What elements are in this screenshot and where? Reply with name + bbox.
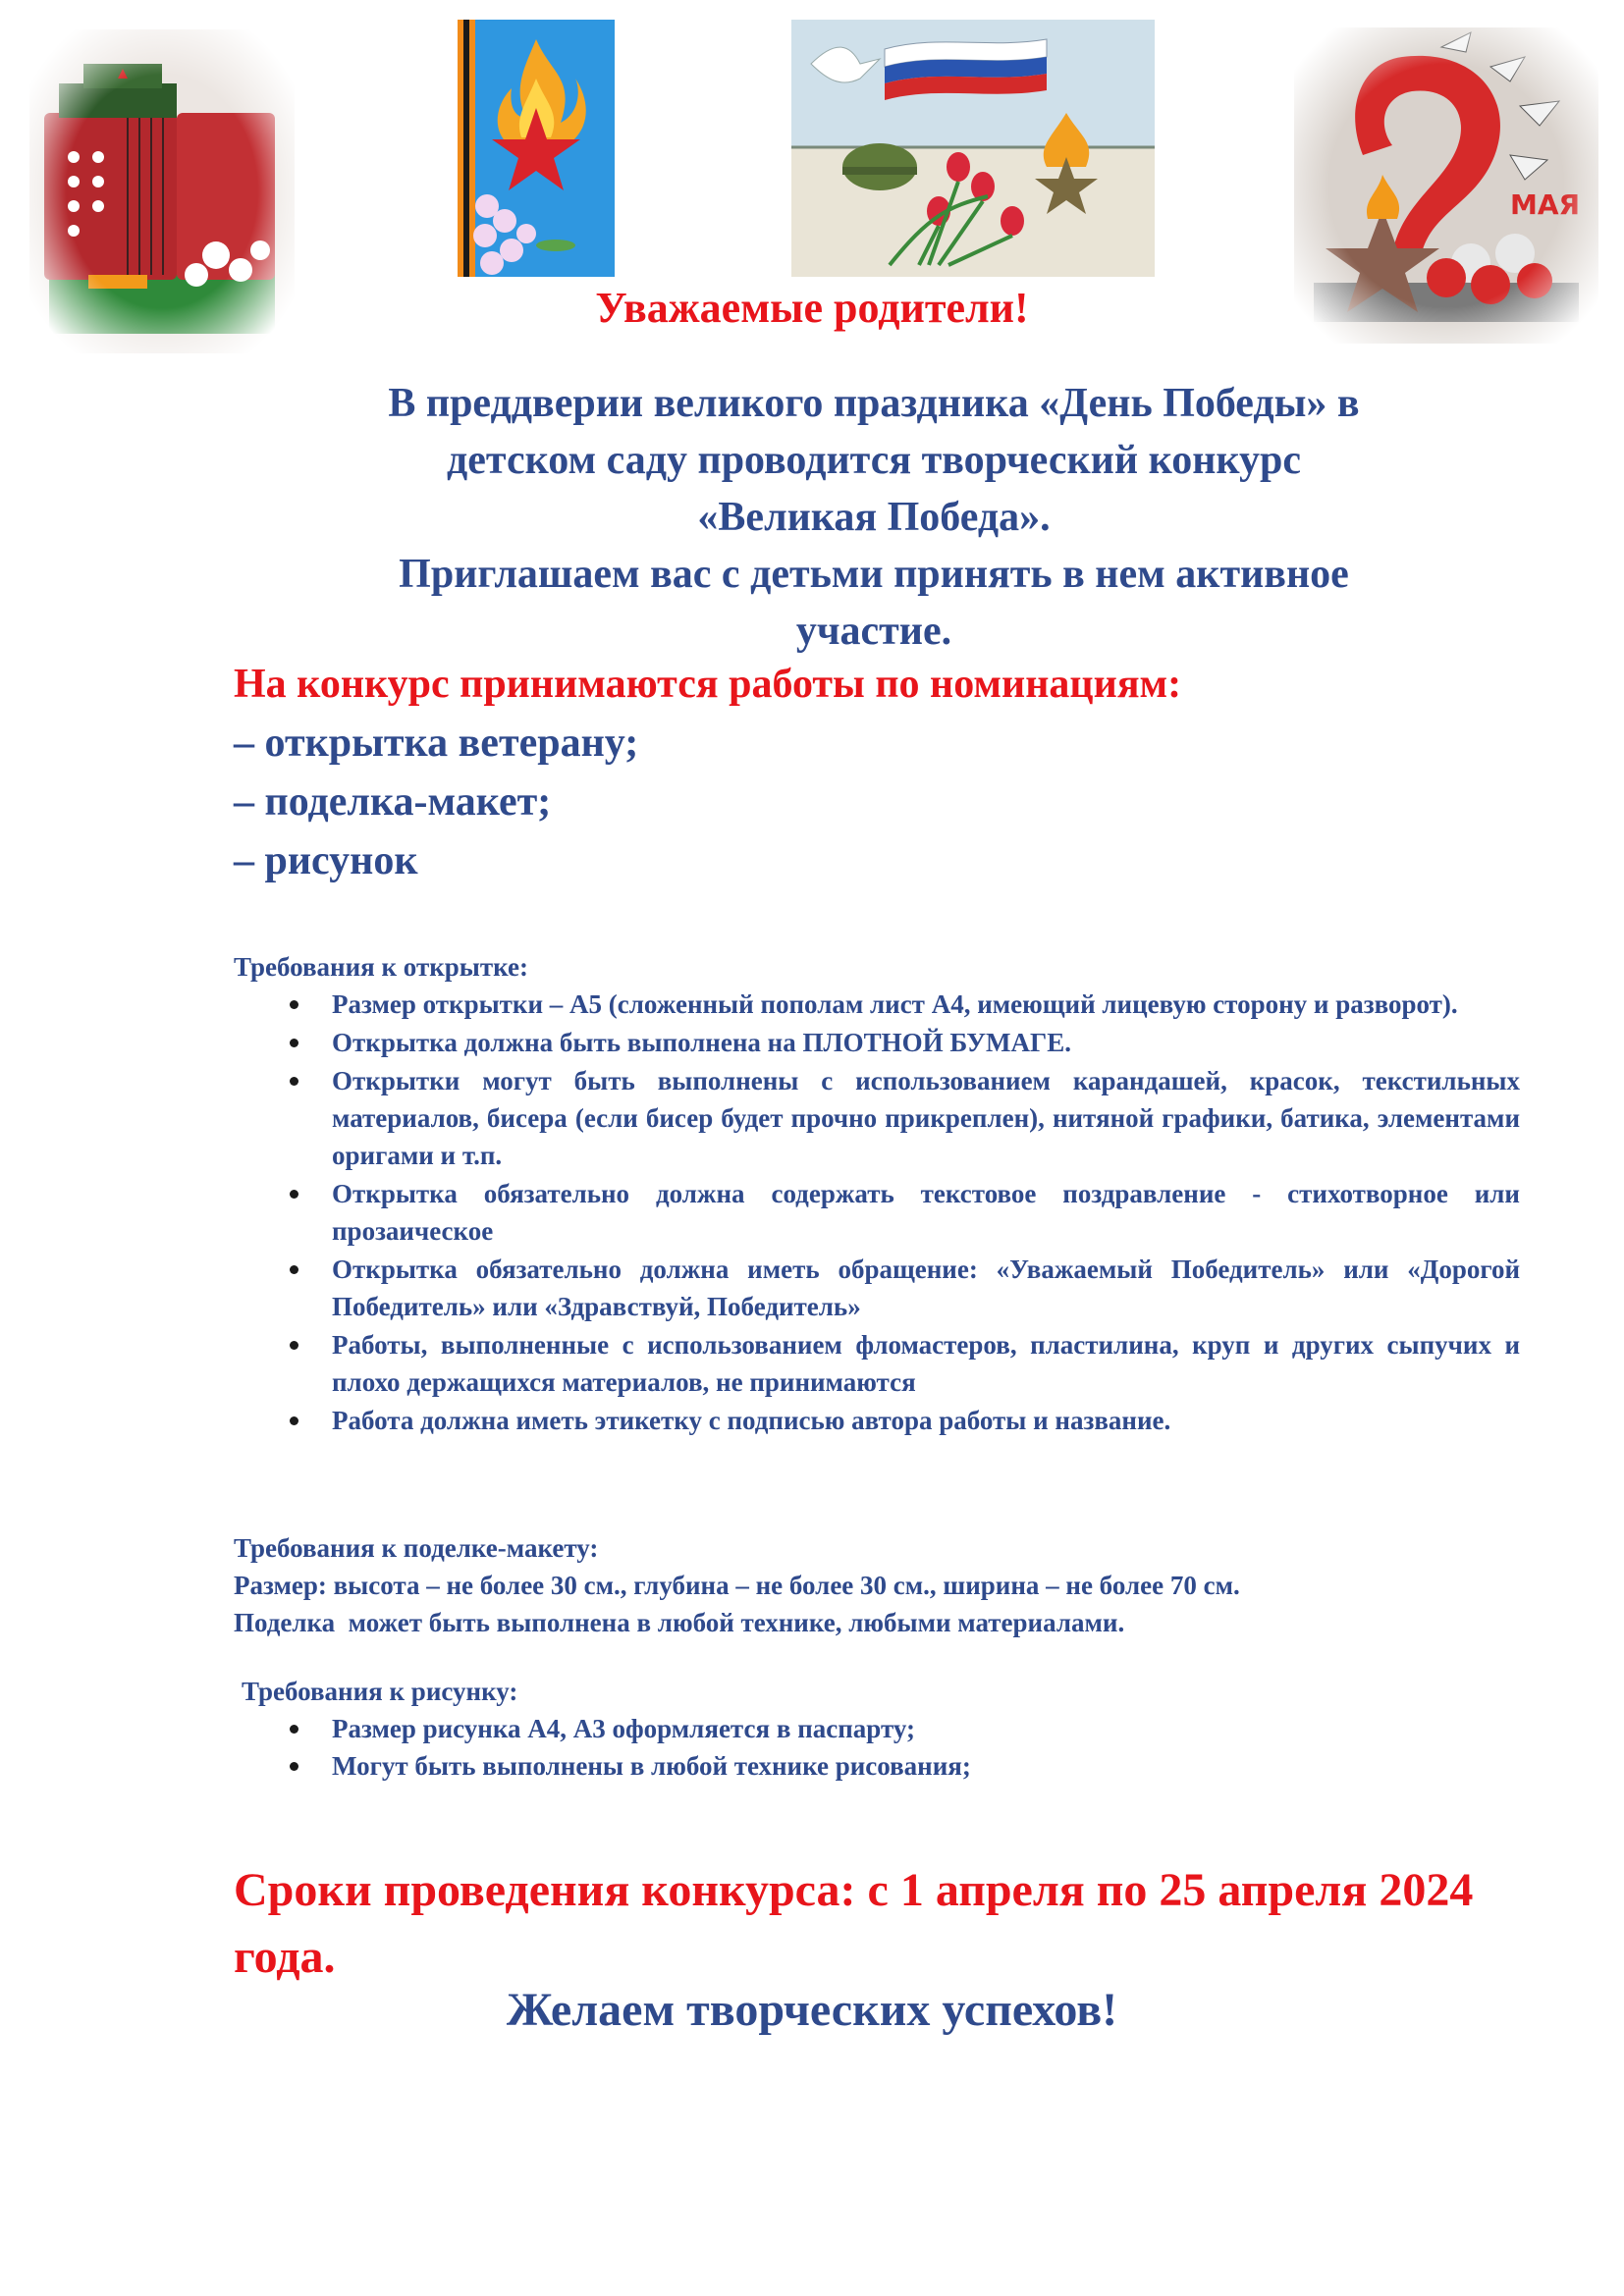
drawing-requirements	[242, 1673, 1528, 1785]
greeting-title: Уважаемые родители!	[595, 284, 1029, 332]
nominations-heading: На конкурс принимаются работы по номинациям:	[234, 662, 1182, 707]
card-requirements-list	[234, 986, 1520, 1439]
drawing-requirements-title: Требования к рисунку:	[242, 1677, 518, 1706]
intro-line: участие.	[795, 609, 952, 654]
intro-line: детском саду проводится творческий конкурс	[446, 438, 1302, 483]
intro-paragraph	[216, 375, 1532, 660]
list-item: Открытка обязательно должна иметь обращение: «Уважаемый Победитель» или «Дорогой Победитель» или «Здравствуй, Победитель»	[234, 1251, 1520, 1325]
card-requirements	[234, 948, 1520, 1440]
eternal-flame-star-card	[458, 20, 615, 277]
contest-deadline: Сроки проведения конкурса: с 1 апреля по 25 апреля 2024 года.	[234, 1864, 1474, 1983]
craft-technique-text: Поделка может быть выполнена в любой технике, любыми материалами.	[234, 1608, 1125, 1637]
list-item: Размер рисунка А4, А3 оформляется в паспарту;	[234, 1710, 1528, 1747]
nomination-item: – открытка ветерану;	[234, 721, 639, 766]
list-item: Работа должна иметь этикетку с подписью автора работы и название.	[234, 1402, 1520, 1439]
drawing-requirements-list	[234, 1710, 1528, 1785]
card-requirements-title: Требования к открытке:	[234, 952, 528, 982]
nomination-item: – поделка-макет;	[234, 779, 552, 825]
craft-requirements-title: Требования к поделке-макету:	[234, 1533, 599, 1563]
intro-line: Приглашаем вас с детьми принять в нем активное	[399, 552, 1349, 597]
list-item: Могут быть выполнены в любой технике рисования;	[234, 1747, 1528, 1785]
list-item: Открытки могут быть выполнены с использованием карандашей, красок, текстильных материалов, бисера (если бисер будет прочно прикреплен), нитяной графики, батика, элементами оригами и т.п.	[234, 1062, 1520, 1174]
intro-line: «Великая Победа».	[697, 495, 1051, 540]
closing-wish: Желаем творческих успехов!	[506, 1984, 1118, 2036]
intro-line: В преддверии великого праздника «День Победы» в	[388, 381, 1360, 426]
nomination-item: – рисунок	[234, 838, 418, 883]
list-item: Размер открытки – А5 (сложенный пополам лист А4, имеющий лицевую сторону и разворот).	[234, 986, 1520, 1023]
craft-size-text: Размер: высота – не более 30 см., глубина – не более 30 см., ширина – не более 70 см.	[234, 1571, 1240, 1600]
children-drawing-dove-flag	[791, 20, 1155, 277]
list-item: Открытка обязательно должна содержать текстовое поздравление - стихотворное или прозаическое	[234, 1175, 1520, 1250]
list-item: Открытка должна быть выполнена на ПЛОТНОЙ БУМАГЕ.	[234, 1024, 1520, 1061]
list-item: Работы, выполненные с использованием фломастеров, пластилина, круп и других сыпучих и плохо держащихся материалов, не принимаются	[234, 1326, 1520, 1401]
nominations-list	[234, 715, 638, 891]
craft-requirements	[234, 1529, 1520, 1641]
